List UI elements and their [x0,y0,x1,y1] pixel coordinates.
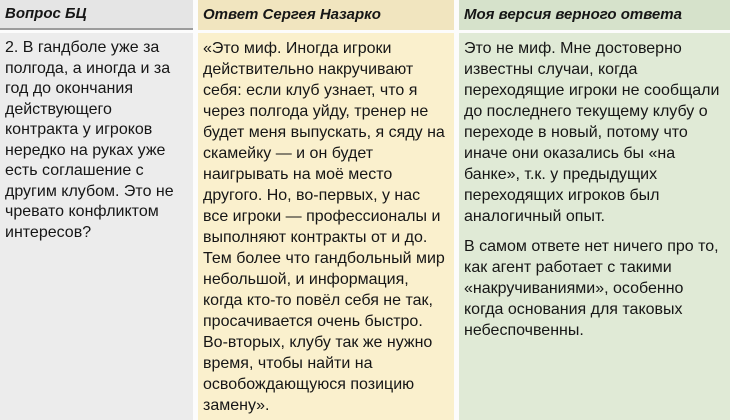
column-header-question: Вопрос БЦ [0,0,193,30]
answer-text: «Это миф. Иногда игроки действительно накручивают себя: если клуб узнает, что я через полгода уйду, тренер не будет меня выпускать, я сяду на скамейку — и он будет наигрывать на моё место другого. Но, во-первых, у нас все игроки — профессионалы и выполняют контракты от и до. Тем более что гандбольный мир небольшой, и информация, когда кто-то повёл себя не так, просачивается очень быстро. Во-вторых, клубу так же нужно время, чтобы найти на освобождающуюся позицию замену». [203,40,445,414]
answer-cell [198,33,454,420]
column-header-my-version: Моя версия верного ответа [459,0,730,30]
my-version-paragraph-1: Это не миф. Мне достоверно известны случаи, когда переходящие игроки не сообщали до последнего текущему клубу о переходе в новый, потому что иначе они оказались бы «на банке», т.к. у предыдущих переходящих игроков был аналогичный опыт. [464,40,720,225]
my-version-paragraph-2: В самом ответе нет ничего про то, как агент работает с такими «накручиваниями», особенно когда основания для таковых небеспочвенны. [464,238,719,339]
column-header-answer: Ответ Сергея Назарко [198,0,454,30]
question-text: 2. В гандболе уже за полгода, а иногда и за год до окончания действующего контракта у игроков нередко на руках уже есть соглашение с другим клубом. Это не чревато конфликтом интересов? [5,39,174,241]
my-version-cell [459,33,730,420]
question-cell [0,33,193,420]
